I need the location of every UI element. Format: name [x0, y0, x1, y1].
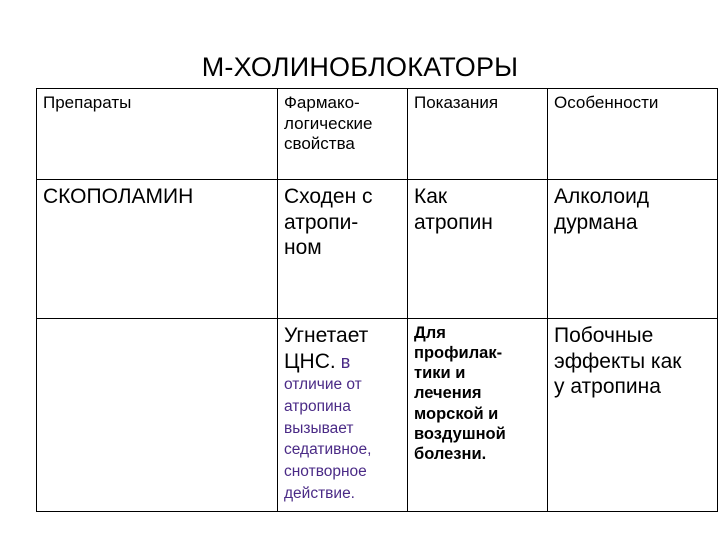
- cell-indications-2: Для профилак- тики и лечения морской и воздушной болезни.: [408, 319, 548, 512]
- cell-features-2: Побочные эффекты как у атропина: [548, 319, 718, 512]
- table-row: [37, 319, 718, 512]
- header-pharma-line: логические: [284, 113, 373, 133]
- header-pharma-line: свойства: [284, 134, 355, 154]
- header-pharma: [278, 89, 408, 180]
- table-row: [37, 180, 718, 319]
- header-drugs: Препараты: [37, 89, 278, 180]
- cell-drug-empty: [37, 319, 278, 512]
- cell-features-1: Алколоид дурмана: [548, 180, 718, 319]
- cell-props-1: Сходен с атропи- ном: [278, 180, 408, 319]
- table-header-row: [37, 89, 718, 180]
- cell-drug-name: СКОПОЛАМИН: [37, 180, 278, 319]
- header-indications: Показания: [408, 89, 548, 180]
- header-features: Особенности: [548, 89, 718, 180]
- page-title: М-ХОЛИНОБЛОКАТОРЫ: [201, 52, 519, 82]
- cell-props-2: Угнетает ЦНС. в отличие от атропина вызывает седативное, снотворное действие.: [278, 319, 408, 512]
- header-pharma-line: Фармако-: [284, 93, 360, 112]
- cell-indications-1: Как атропин: [408, 180, 548, 319]
- drug-table: [36, 88, 718, 512]
